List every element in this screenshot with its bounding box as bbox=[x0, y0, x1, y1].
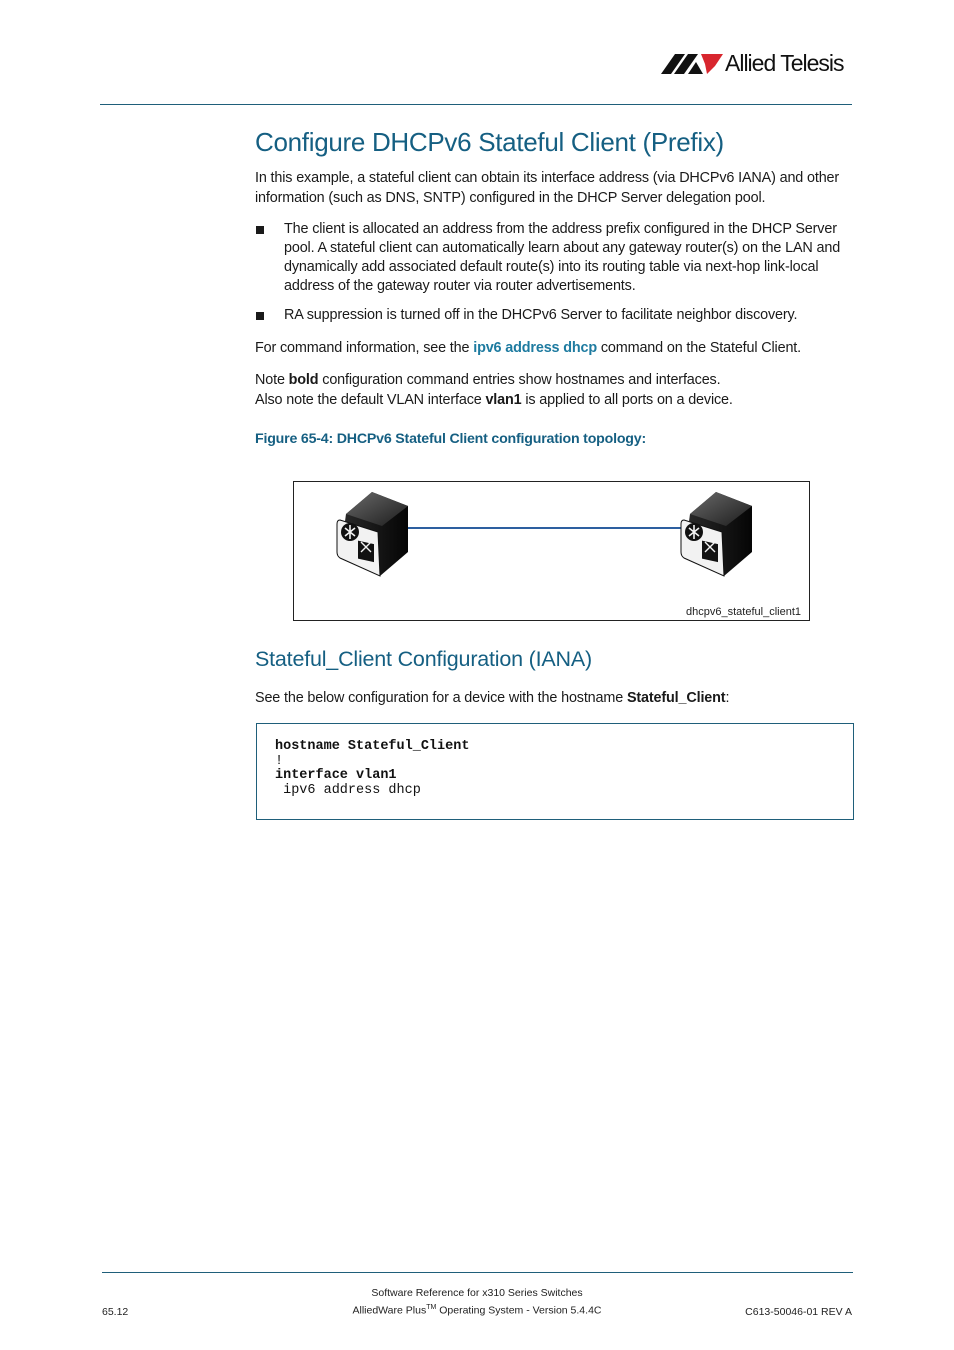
note-rest: configuration command entries show hostnames and interfaces. bbox=[318, 372, 721, 388]
logo-mark-icon bbox=[661, 54, 723, 74]
note-paragraph bbox=[255, 370, 855, 410]
router-switch-icon bbox=[681, 492, 752, 576]
bullet-item bbox=[255, 306, 855, 326]
bullet-square-icon bbox=[256, 226, 264, 234]
config-intro-before: See the below configuration for a device with the hostname bbox=[255, 690, 627, 706]
note-line2-prefix: Also note the default VLAN interface bbox=[255, 392, 486, 408]
command-info-paragraph bbox=[255, 338, 855, 358]
config-intro-after: : bbox=[725, 690, 730, 706]
topology-figure bbox=[293, 481, 810, 621]
code-line: interface vlan1 bbox=[275, 768, 397, 783]
config-code-block bbox=[256, 723, 854, 820]
topology-diagram bbox=[294, 482, 811, 622]
footer-trademark: TM bbox=[426, 1304, 437, 1311]
command-info-after: command on the Stateful Client. bbox=[597, 340, 802, 356]
router-switch-icon bbox=[337, 492, 408, 576]
figure-caption: Figure 65-4: DHCPv6 Stateful Client configuration topology: bbox=[255, 431, 646, 447]
bullet-square-icon bbox=[256, 312, 264, 320]
ipv6-address-dhcp-link[interactable]: ipv6 address dhcp bbox=[473, 340, 598, 356]
command-info-before: For command information, see the bbox=[255, 340, 474, 356]
footer-title: Software Reference for x310 Series Switches bbox=[371, 1287, 583, 1299]
note-line2-bold: vlan1 bbox=[485, 392, 522, 408]
allied-telesis-logo bbox=[661, 50, 855, 78]
code-line: ipv6 address dhcp bbox=[275, 783, 421, 798]
page-title: Configure DHCPv6 Stateful Client (Prefix) bbox=[255, 127, 724, 157]
config-intro-paragraph bbox=[255, 688, 855, 708]
footer-version-text: Operating System - Version 5.4.4C bbox=[436, 1304, 602, 1317]
header-divider bbox=[100, 104, 852, 105]
logo-text: Allied Telesis bbox=[725, 50, 844, 76]
bullet-text: RA suppression is turned off in the DHCPv6 Server to facilitate neighbor discovery. bbox=[284, 307, 798, 323]
section-subheading: Stateful_Client Configuration (IANA) bbox=[255, 647, 592, 671]
note-prefix: Note bbox=[255, 372, 289, 388]
document-id: C613-50046-01 REV A bbox=[745, 1306, 852, 1318]
note-bold-word: bold bbox=[288, 372, 319, 388]
footer-divider bbox=[102, 1272, 853, 1273]
figure-label: dhcpv6_stateful_client1 bbox=[686, 606, 801, 618]
code-line: hostname Stateful_Client bbox=[275, 739, 470, 754]
footer-product: AlliedWare Plus bbox=[352, 1304, 427, 1317]
page-number: 65.12 bbox=[102, 1306, 129, 1318]
bullet-text: The client is allocated an address from the address prefix configured in the DHCP Server pool. A stateful client can automatically learn about any gateway router(s) on the LAN and dynamically add associated default route(s) into its routing table via next-hop link-local address of the gateway router via router advertisements. bbox=[284, 221, 841, 294]
code-line: ! bbox=[275, 754, 284, 769]
note-line2-rest: is applied to all ports on a device. bbox=[521, 392, 733, 408]
config-intro-hostname: Stateful_Client bbox=[626, 690, 726, 706]
bullet-item bbox=[255, 220, 855, 298]
intro-paragraph: In this example, a stateful client can obtain its interface address (via DHCPv6 IANA) and other information (such as DNS, SNTP) configured in the DHCP Server delegation pool. bbox=[255, 170, 840, 206]
